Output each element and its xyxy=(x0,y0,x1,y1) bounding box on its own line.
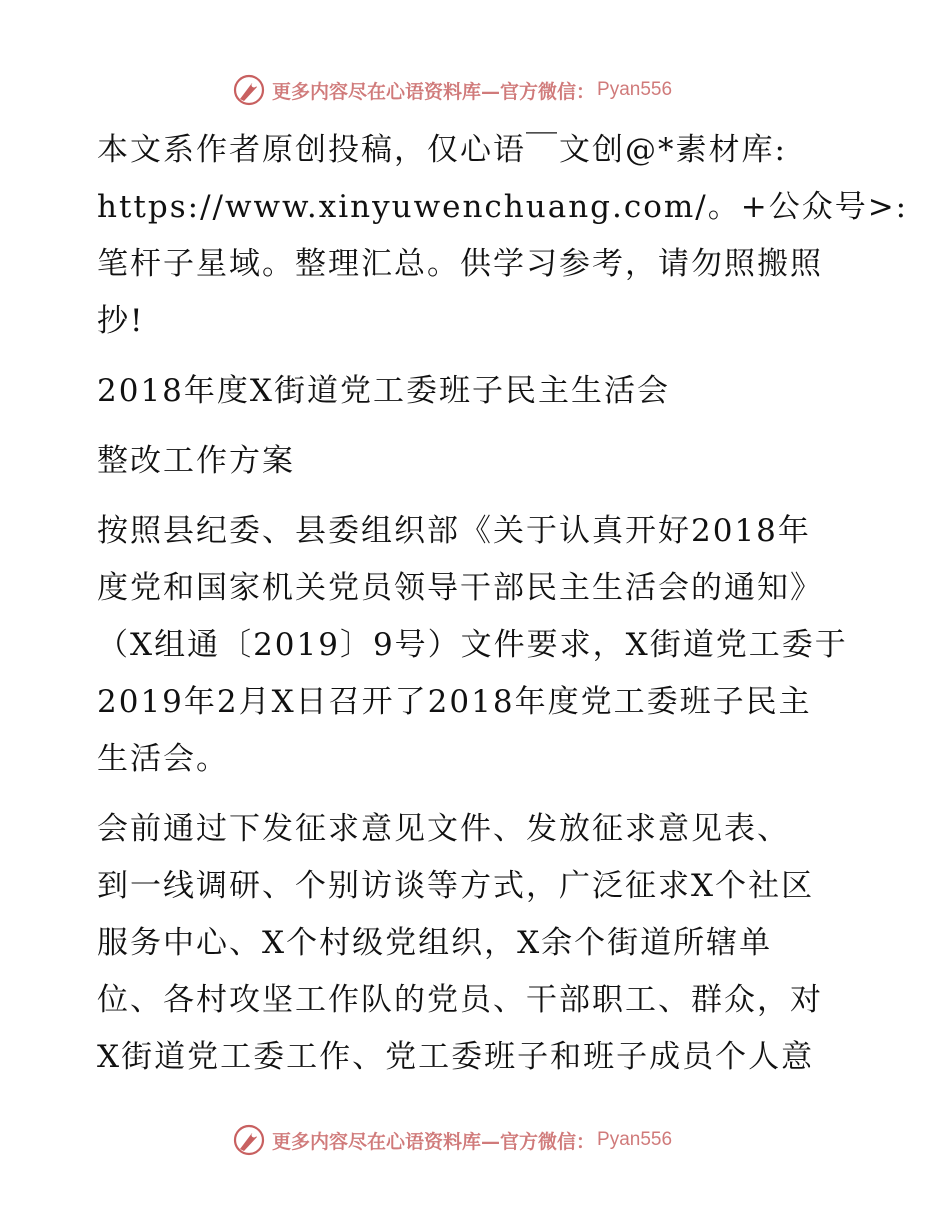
pen-logo-icon xyxy=(232,1123,266,1157)
title-line-1: 2018年度X街道党工委班子民主生活会 xyxy=(97,373,670,409)
paragraph-line: 服务中心、X个村级党组织，X余个街道所辖单 xyxy=(97,925,773,961)
paragraph-line: 度党和国家机关党员领导干部民主生活会的通知》 xyxy=(97,570,823,606)
watermark-text: 更多内容尽在心语资料库—官方微信： xyxy=(272,80,596,103)
watermark-wechat-id: Pyan556 xyxy=(597,1129,673,1150)
paragraph-line: 位、各村攻坚工作队的党员、干部职工、群众，对 xyxy=(97,982,823,1018)
watermark-wechat-id: Pyan556 xyxy=(597,79,673,100)
intro-line: https://www.xinyuwenchuang.com/。+公众号>: xyxy=(97,189,909,225)
document-body xyxy=(97,122,909,1086)
paragraph-2 xyxy=(97,801,857,1086)
pen-logo-icon xyxy=(232,73,266,107)
paragraph-line: （X组通〔2019〕9号）文件要求，X街道党工委于 xyxy=(97,627,848,663)
document-subtitle xyxy=(97,433,857,490)
intro-line: 本文系作者原创投稿，仅心语￣文创@*素材库: xyxy=(97,132,787,168)
document-title xyxy=(97,363,857,420)
intro-line: 笔杆子星域。整理汇总。供学习参考，请勿照搬照 xyxy=(97,246,823,282)
watermark-footer xyxy=(232,1120,752,1160)
paragraph-line: 到一线调研、个别访谈等方式，广泛征求X个社区 xyxy=(97,868,815,904)
watermark-header xyxy=(232,70,752,110)
intro-line: 抄! xyxy=(97,303,145,339)
paragraph-line: 2019年2月X日召开了2018年度党工委班子民主 xyxy=(97,684,812,720)
paragraph-line: 按照县纪委、县委组织部《关于认真开好2018年 xyxy=(97,513,811,549)
paragraph-line: X街道党工委工作、党工委班子和班子成员个人意 xyxy=(97,1039,815,1075)
paragraph-line: 会前通过下发征求意见文件、发放征求意见表、 xyxy=(97,811,790,847)
watermark-text: 更多内容尽在心语资料库—官方微信： xyxy=(272,1130,596,1153)
paragraph-line: 生活会。 xyxy=(97,741,229,777)
title-line-2: 整改工作方案 xyxy=(97,443,295,479)
paragraph-1 xyxy=(97,503,857,788)
intro-paragraph xyxy=(97,122,909,350)
